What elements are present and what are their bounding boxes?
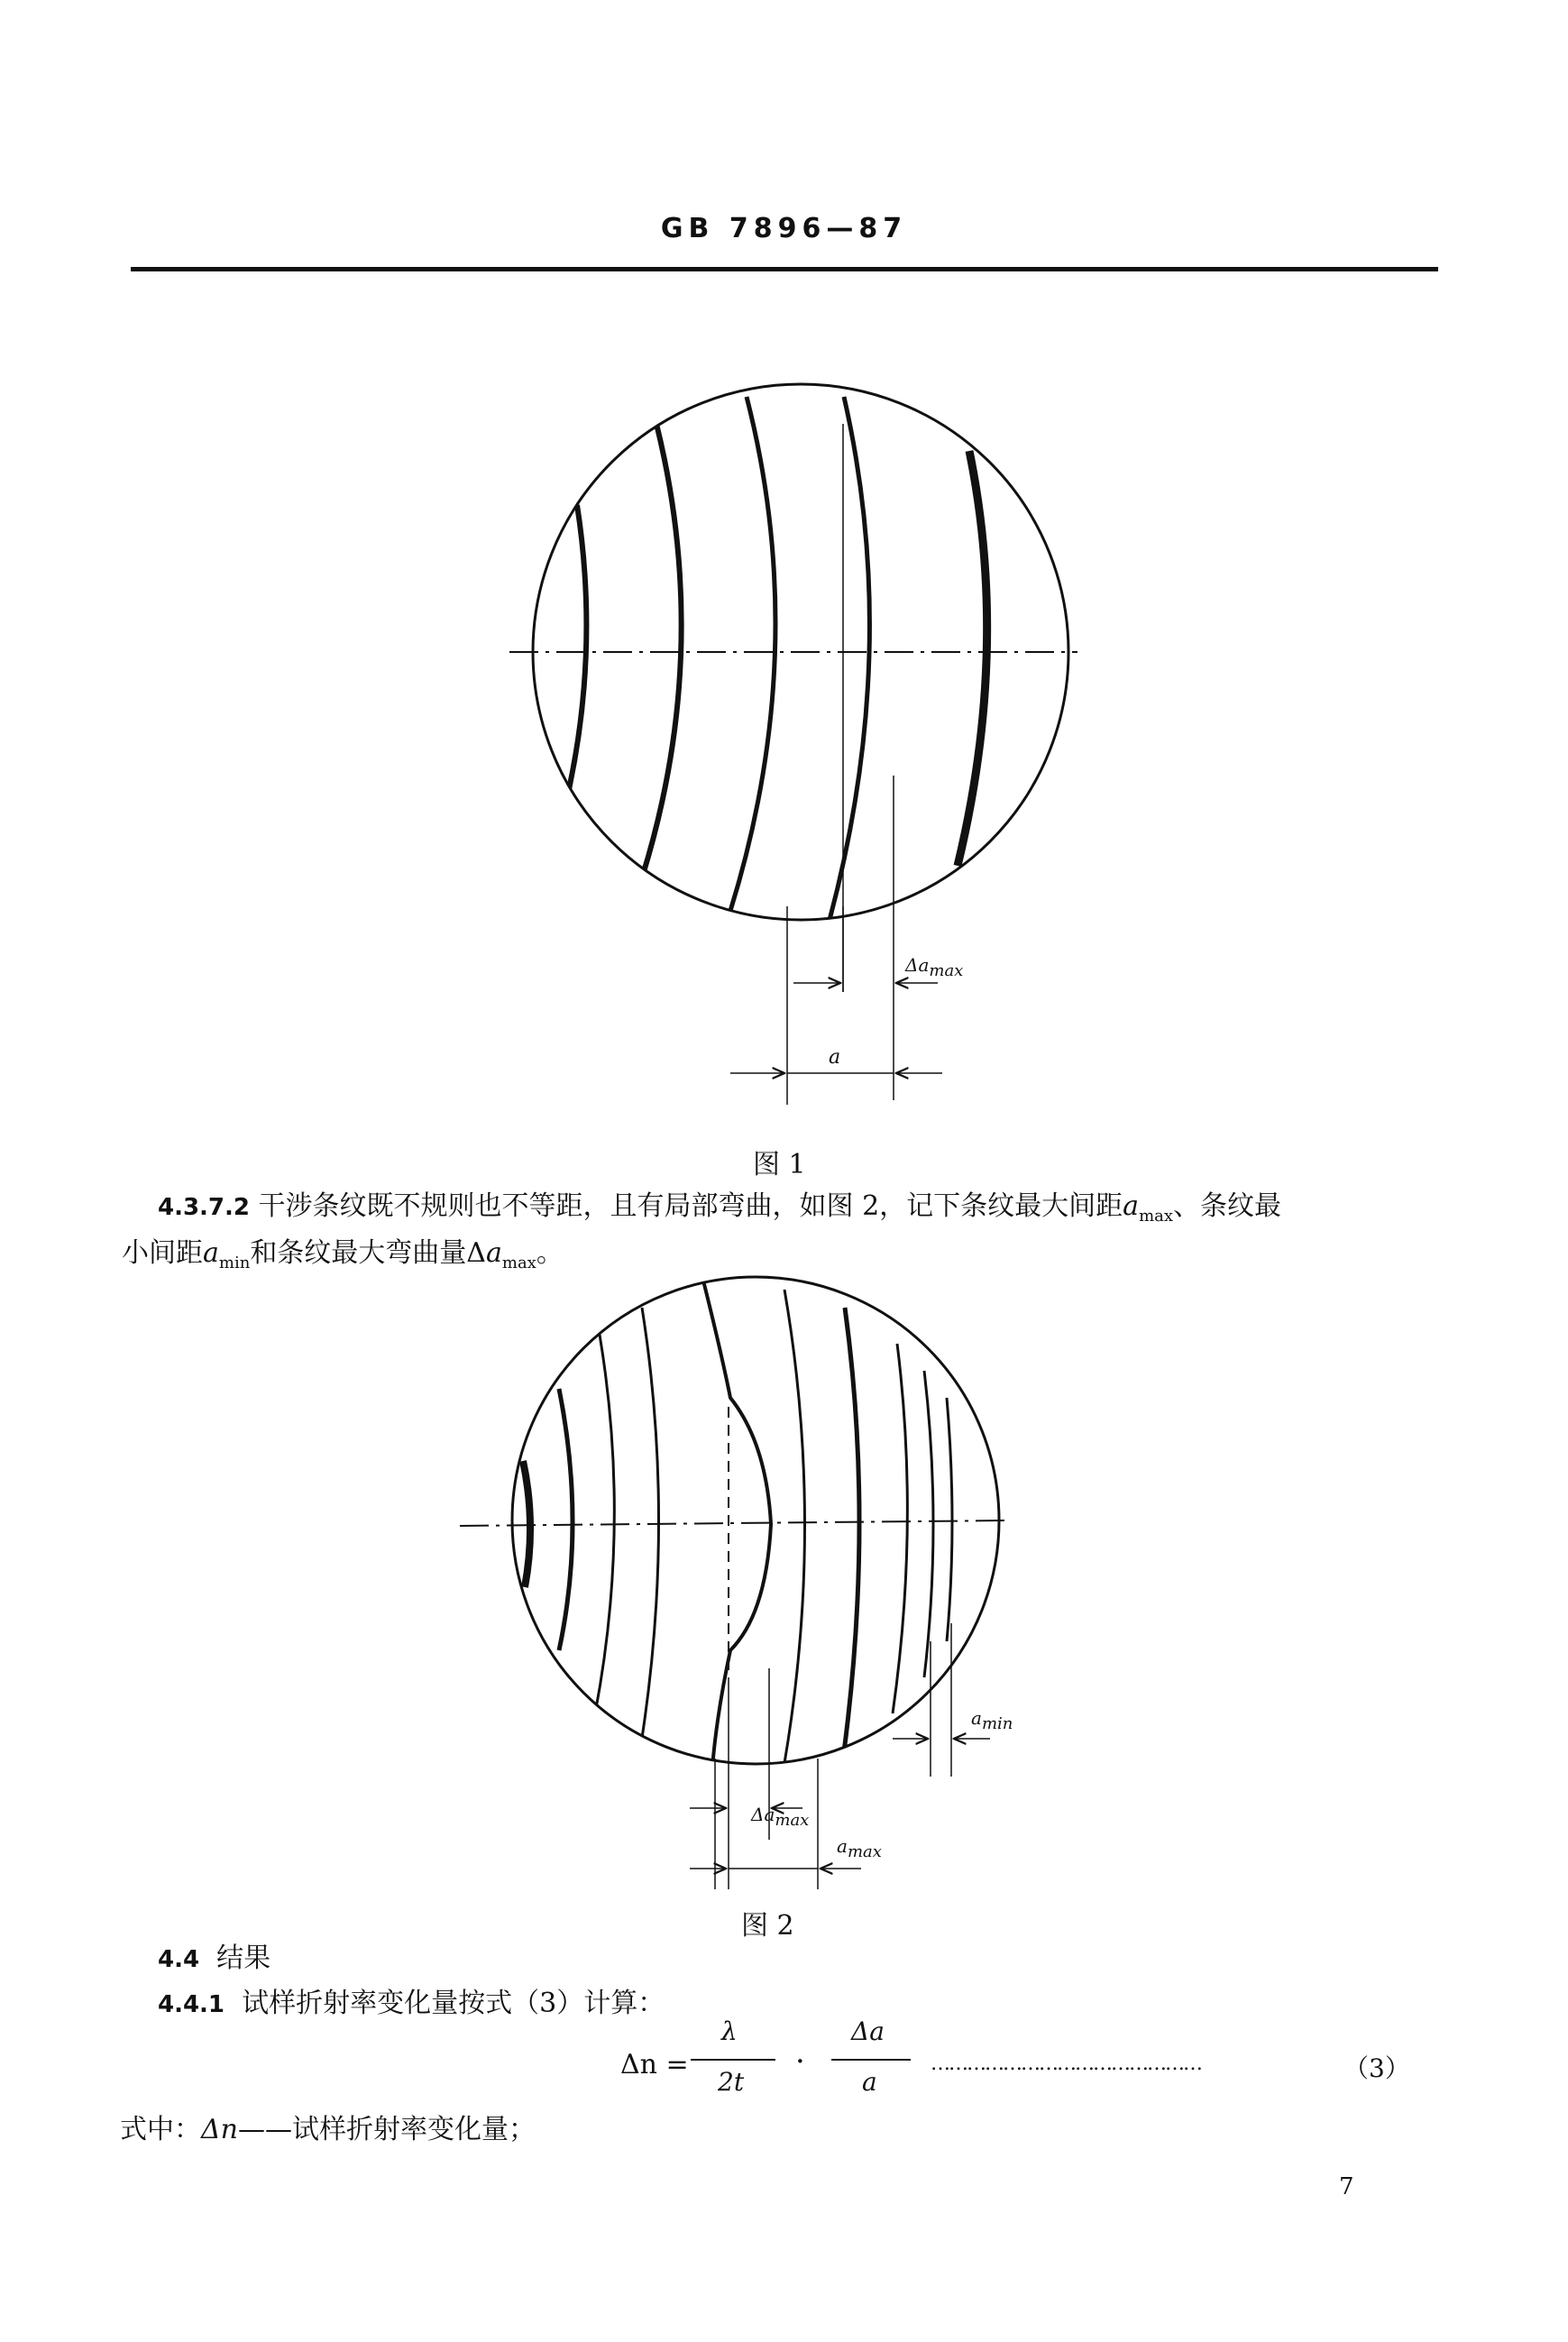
paragraph-4-3-7-2-line2: 小间距$a_{min}$和条纹最大弯曲量$\Delta a_{max}$。	[122, 1237, 564, 1272]
figure2-delta-a-max-label: $\Delta a_{max}$	[751, 1804, 810, 1830]
formula-delta-a: Δa	[851, 2016, 885, 2046]
figure2-a-min-label: $a_{min}$	[971, 1707, 1013, 1733]
formula-a: a	[862, 2067, 877, 2097]
figure2-fringe	[784, 1290, 805, 1763]
document-header: GB 7896—87	[660, 213, 908, 244]
figure-2	[460, 1277, 1010, 1889]
figure1-a-label: a	[829, 1046, 841, 1069]
figure1-fringe	[730, 397, 775, 911]
formula-lambda: λ	[721, 2016, 738, 2046]
figure2-circle	[512, 1277, 999, 1764]
figure2-fringe	[893, 1344, 907, 1713]
figure1-caption: 图 1	[753, 1149, 806, 1180]
where-clause: 式中：Δn——试样折射率变化量；	[120, 2114, 536, 2145]
section-number: 4.3.7.2	[158, 1194, 250, 1221]
figure2-fringe	[947, 1398, 952, 1641]
paragraph-4-3-7-2: 4.3.7.2 干涉条纹既不规则也不等距，且有局部弯曲，如图 2，记下条纹最大间距$a_{max}$、条纹最	[158, 1190, 1282, 1226]
figure1-fringe	[643, 424, 682, 875]
figure2-fringe	[523, 1461, 530, 1587]
section-4-4-1: 4.4.1 试样折射率变化量按式（3）计算：	[158, 1988, 665, 2019]
section-4-4-heading: 4.4 结果	[158, 1942, 271, 1974]
figure2-caption: 图 2	[741, 1910, 794, 1942]
formula-equation-number: （3）	[1343, 2053, 1410, 2083]
figure2-centerline	[460, 1520, 1010, 1526]
page-number: 7	[1339, 2173, 1354, 2200]
figure2-fringe	[559, 1389, 573, 1650]
formula-dot: ·	[795, 2044, 805, 2080]
figure1-fringe	[568, 505, 586, 794]
formula-2t: 2t	[718, 2067, 745, 2097]
figure2-a-max-label: $a_{max}$	[837, 1835, 882, 1861]
figure2-fringe	[843, 1308, 859, 1759]
figure2-fringe	[924, 1371, 933, 1677]
figure1-delta-a-max-label: $\Delta a_{max}$	[905, 954, 964, 980]
formula-lhs: Δn =	[620, 2049, 689, 2080]
figure-1	[509, 384, 1077, 1105]
figure1-fringe	[830, 397, 869, 920]
figure2-fringe	[640, 1308, 659, 1750]
formula-leader: ………………………………………	[931, 2053, 1201, 2075]
figure1-fringe	[958, 451, 987, 866]
